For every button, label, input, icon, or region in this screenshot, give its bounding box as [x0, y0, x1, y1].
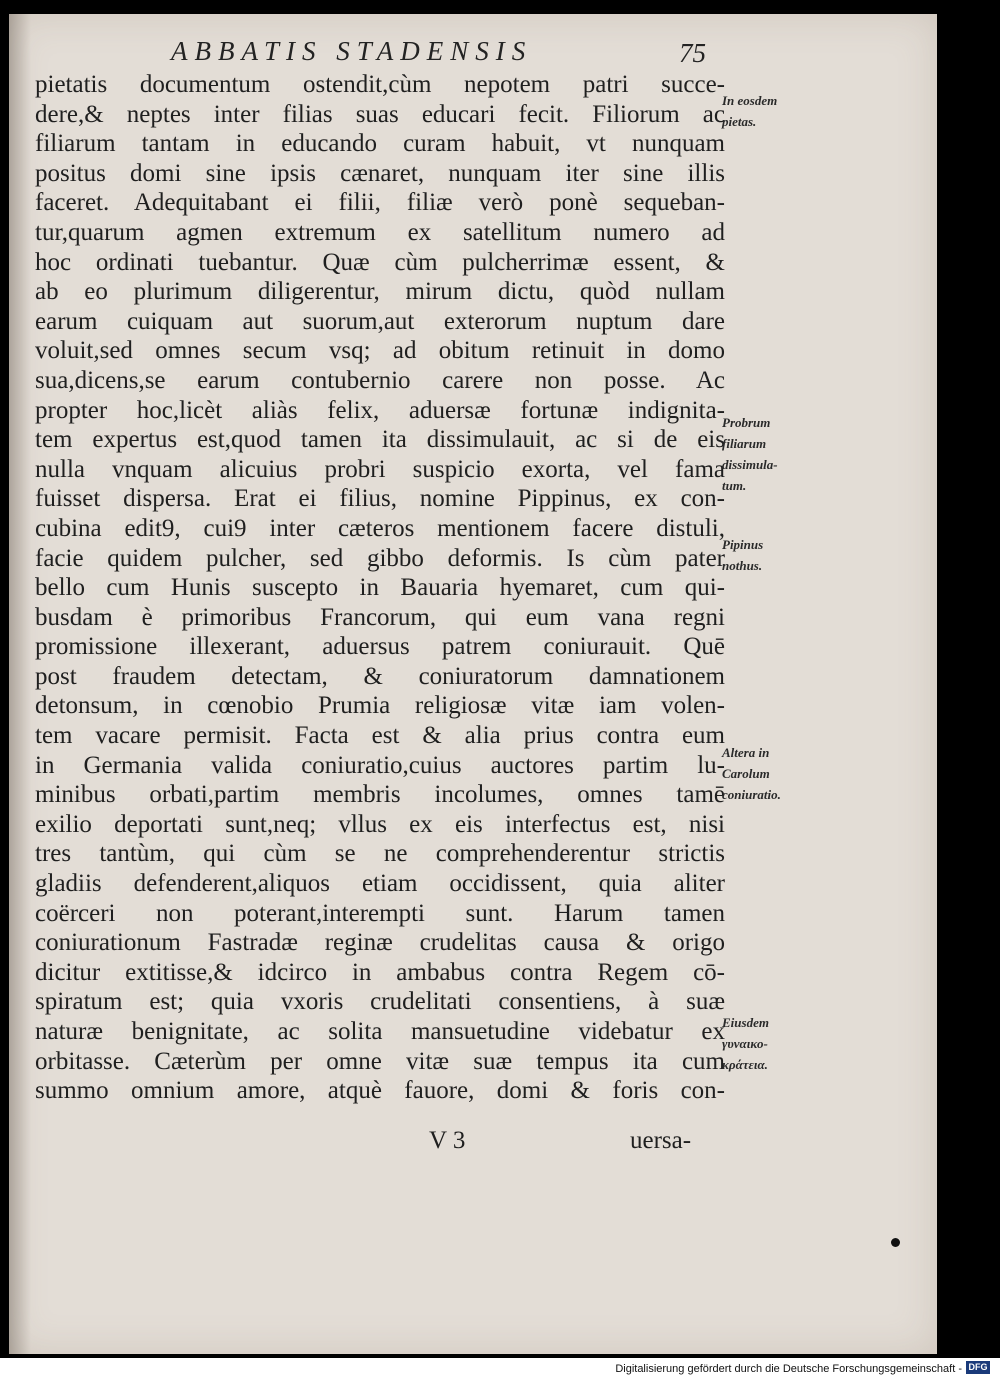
text-line: dere,& neptes inter filias suas educari fecit. Filiorum ac: [35, 100, 725, 128]
marginal-line: tum.: [722, 478, 747, 493]
text-line: tem vacare permisit. Facta est & alia prius contra eum: [35, 722, 725, 750]
text-line: sua,dicens,se earum contubernio carere non posse. Ac: [35, 366, 725, 394]
marginal-note-eiusdem-gynaikokrateia: [722, 1012, 769, 1075]
text-line: ab eo plurimum diligerentur, mirum dictu, quòd nullam: [35, 278, 725, 306]
text-line: filiarum tantam in educando curam habuit, vt nunquam: [35, 130, 725, 158]
text-line: post fraudem detectam, & coniuratorum damnationem: [35, 662, 725, 690]
text-line: in Germania valida coniuratio,cuius auctores partim lu-: [35, 751, 725, 779]
marginal-note-altera-coniuratio: [722, 742, 781, 805]
body-text: [35, 70, 725, 1106]
text-line: exilio deportati sunt,neq; vllus ex eis interfectus est, nisi: [35, 810, 725, 838]
text-line: minibus orbati,partim membris incolumes, omnes tamē: [35, 781, 725, 809]
catchword: uersa-: [630, 1127, 692, 1154]
signature-mark: V 3: [429, 1127, 466, 1154]
text-line: gladiis defenderent,aliquos etiam occidissent, quia aliter: [35, 870, 725, 898]
text-line: propter hoc,licèt aliàs felix, aduersæ fortunæ indignita-: [35, 396, 725, 424]
marginal-line: dissimula-: [722, 457, 778, 472]
text-line: coërceri non poterant,interempti sunt. Harum tamen: [35, 899, 725, 927]
marginal-line: coniuratio.: [722, 787, 781, 802]
text-line: coniurationum Fastradæ reginæ crudelitas causa & origo: [35, 929, 725, 957]
dfg-logo: DFG: [966, 1361, 990, 1374]
text-line: tres tantùm, qui cùm se ne comprehenderentur strictis: [35, 840, 725, 868]
text-line: fuisset dispersa. Erat ei filius, nomine Pippinus, ex con-: [35, 485, 725, 513]
running-head: ABBATIS STADENSIS: [171, 36, 533, 66]
text-line: detonsum, in cœnobio Prumia religiosæ vitæ iam volen-: [35, 692, 725, 720]
text-line: cubina edit9, cui9 inter cæteros mentionem facere distuli,: [35, 514, 725, 542]
marginal-line: pietas.: [722, 114, 757, 129]
marginal-line: In eosdem: [722, 93, 778, 108]
text-line: positus domi sine ipsis cænaret, nunquam iter sine illis: [35, 159, 725, 187]
marginal-note-probrum-filiarum: [722, 412, 778, 496]
text-line: dicitur extitisse,& idcirco in ambabus contra Regem cō-: [35, 958, 725, 986]
marginal-line: γυναικο-: [722, 1036, 768, 1051]
text-line: facie quidem pulcher, sed gibbo deformis. Is cùm pater: [35, 544, 725, 572]
text-line: bello cum Hunis suscepto in Bauaria hyemaret, cum qui-: [35, 574, 725, 602]
text-line: earum cuiquam aut suorum,aut exterorum nuptum dare: [35, 307, 725, 335]
page-number: 75: [679, 38, 706, 68]
text-line: voluit,sed omnes secum vsq; ad obitum retinuit in domo: [35, 337, 725, 365]
bullet-dot: [891, 1238, 900, 1247]
text-line: faceret. Adequitabant ei filii, filiæ verò ponè sequeban-: [35, 189, 725, 217]
text-line: orbitasse. Cæterùm per omne vitæ suæ tempus ita cum: [35, 1047, 725, 1075]
marginal-line: Eiusdem: [722, 1015, 769, 1030]
marginal-line: Carolum: [722, 766, 770, 781]
marginal-note-pipinus-nothus: [722, 534, 763, 576]
text-line: nulla vnquam alicuius probri suspicio exorta, vel fama: [35, 455, 725, 483]
text-line: tur,quarum agmen extremum ex satellitum numero ad: [35, 218, 725, 246]
text-line: busdam è primoribus Francorum, qui eum vana regni: [35, 603, 725, 631]
funding-credit: Digitalisierung gefördert durch die Deutsche Forschungsgemeinschaft -: [615, 1363, 962, 1375]
marginal-line: nothus.: [722, 558, 763, 573]
text-line: spiratum est; quia vxoris crudelitati consentiens, à suæ: [35, 988, 725, 1016]
book-page: [9, 14, 937, 1354]
marginal-line: κράτεια.: [722, 1057, 768, 1072]
marginal-line: Altera in: [722, 745, 770, 760]
marginal-line: filiarum: [722, 436, 767, 451]
marginal-line: Pipinus: [722, 537, 764, 552]
marginal-line: Probrum: [722, 415, 771, 430]
text-line: hoc ordinati tuebantur. Quæ cùm pulcherrimæ essent, &: [35, 248, 725, 276]
text-line: summo omnium amore, atquè fauore, domi & foris con-: [35, 1077, 725, 1105]
text-line: naturæ benignitate, ac solita mansuetudine videbatur ex: [35, 1018, 725, 1045]
marginal-note-in-eosdem-pietas: [722, 90, 777, 132]
text-line: pietatis documentum ostendit,cùm nepotem patri succe-: [35, 71, 725, 98]
text-line: tem expertus est,quod tamen ita dissimulauit, ac si de eis: [35, 426, 725, 454]
text-line: promissione illexerant, aduersus patrem coniurauit. Quē: [35, 633, 725, 661]
